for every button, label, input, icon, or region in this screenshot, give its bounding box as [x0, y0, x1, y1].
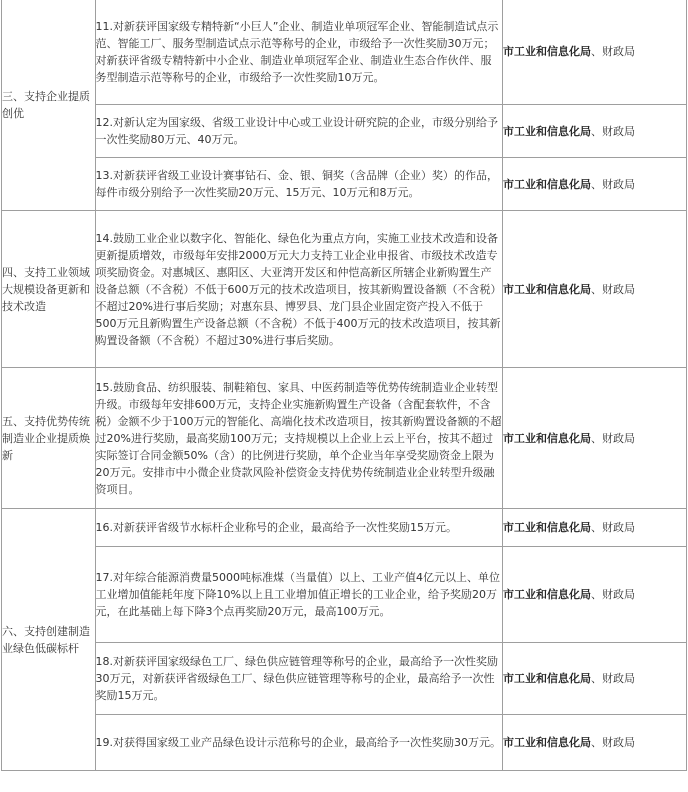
department-cell: [503, 547, 687, 643]
co-department: 财政局: [602, 177, 635, 191]
item-cell: 17.对年综合能源消费量5000吨标准煤（当量值）以上、工业产值4亿元以上、单位工业增加值能耗年度下降10%以上且工业增加值正增长的工业企业，给予奖励20万元，在此基础上每下降3个点再奖励20万元，最高100万元。: [95, 547, 502, 643]
item-cell: 16.对新获评省级节水标杆企业称号的企业，最高给予一次性奖励15万元。: [95, 509, 502, 547]
lead-department: 市工业和信息化局: [503, 521, 591, 534]
lead-department: 市工业和信息化局: [503, 45, 591, 58]
department-separator: 、: [591, 588, 602, 601]
table-row: [2, 211, 687, 368]
co-department: 财政局: [602, 45, 635, 58]
lead-department: 市工业和信息化局: [503, 282, 591, 296]
item-cell: 15.鼓励食品、纺织服装、制鞋箱包、家具、中医药制造等优势传统制造业企业转型升级。市级每年安排600万元，支持企业实施新购置生产设备（含配套软件，不含税）金额不少于100万元的智能化、高端化技术改造项目，按其新购置设备额的不超过20%进行奖励，最高奖励100万元；支持规模以上企业上云上平台，按其不超过实际签订合同金额50%（含）的比例进行奖励，单个企业当年享受奖励资金上限为20万元。安排市中小微企业贷款风险补偿资金支持优势传统制造业企业转型升级融资项目。: [95, 368, 502, 509]
table-row: [2, 368, 687, 509]
item-cell: 19.对获得国家级工业产品绿色设计示范称号的企业，最高给予一次性奖励30万元。: [95, 715, 502, 771]
co-department: 财政局: [602, 431, 635, 445]
department-separator: 、: [591, 282, 602, 296]
department-cell: [503, 368, 687, 509]
lead-department: 市工业和信息化局: [503, 588, 591, 601]
category-cell: 五、支持优势传统制造业企业提质焕新: [2, 368, 96, 509]
department-separator: 、: [591, 124, 602, 138]
department-separator: 、: [591, 177, 602, 191]
department-cell: [503, 211, 687, 368]
lead-department: 市工业和信息化局: [503, 431, 591, 445]
table-row: [2, 715, 687, 771]
item-cell: 14.鼓励工业企业以数字化、智能化、绿色化为重点方向，实施工业技术改造和设备更新提质增效，市级每年安排2000万元大力支持工业企业申报省、市级技术改造专项奖励资金。对惠城区、惠阳区、大亚湾开发区和仲恺高新区所辖企业新购置生产设备总额（不含税）不低于600万元的技术改造项目，按其新购置设备额（不含税）不超过20%进行事后奖励；对惠东县、博罗县、龙门县企业固定资产投入不低于500万元且新购置生产设备总额（不含税）不低于400万元的技术改造项目，按其新购置设备额（不含税）不超过30%进行事后奖励。: [95, 211, 502, 368]
item-cell: 18.对新获评国家级绿色工厂、绿色供应链管理等称号的企业，最高给予一次性奖励30万元，对新获评省级绿色工厂、绿色供应链管理等称号的企业，最高给予一次性奖励15万元。: [95, 643, 502, 715]
table-row: [2, 0, 687, 105]
lead-department: 市工业和信息化局: [503, 124, 591, 138]
department-cell: [503, 105, 687, 158]
department-separator: 、: [591, 521, 602, 534]
item-cell: 13.对新获评省级工业设计赛事钻石、金、银、铜奖（含品牌（企业）奖）的作品，每件市级分别给予一次性奖励20万元、15万元、10万元和8万元。: [95, 158, 502, 211]
department-separator: 、: [591, 672, 602, 685]
item-cell: 12.对新认定为国家级、省级工业设计中心或工业设计研究院的企业，市级分别给予一次性奖励80万元、40万元。: [95, 105, 502, 158]
department-cell: [503, 509, 687, 547]
department-separator: 、: [591, 45, 602, 58]
co-department: 财政局: [602, 588, 635, 601]
item-cell: 11.对新获评国家级专精特新“小巨人”企业、制造业单项冠军企业、智能制造试点示范、智能工厂、服务型制造试点示范等称号的企业，市级给予一次性奖励30万元；对新获评省级专精特新中小企业、制造业单项冠军企业、制造业生态合作伙伴、服务型制造示范等称号的企业，市级给予一次性奖励10万元。: [95, 0, 502, 105]
table-row: [2, 643, 687, 715]
department-separator: 、: [591, 431, 602, 445]
table-row: [2, 547, 687, 643]
lead-department: 市工业和信息化局: [503, 736, 591, 749]
department-cell: [503, 158, 687, 211]
co-department: 财政局: [602, 521, 635, 534]
table-row: [2, 158, 687, 211]
table-row: [2, 509, 687, 547]
department-cell: [503, 643, 687, 715]
category-cell: 三、支持企业提质创优: [2, 0, 96, 211]
lead-department: 市工业和信息化局: [503, 177, 591, 191]
co-department: 财政局: [602, 124, 635, 138]
co-department: 财政局: [602, 672, 635, 685]
table-row: [2, 105, 687, 158]
category-cell: 四、支持工业领域大规模设备更新和技术改造: [2, 211, 96, 368]
lead-department: 市工业和信息化局: [503, 672, 591, 685]
category-cell: 六、支持创建制造业绿色低碳标杆: [2, 509, 96, 771]
co-department: 财政局: [602, 282, 635, 296]
department-separator: 、: [591, 736, 602, 749]
policy-table: [1, 0, 687, 771]
department-cell: [503, 715, 687, 771]
co-department: 财政局: [602, 736, 635, 749]
department-cell: [503, 0, 687, 105]
